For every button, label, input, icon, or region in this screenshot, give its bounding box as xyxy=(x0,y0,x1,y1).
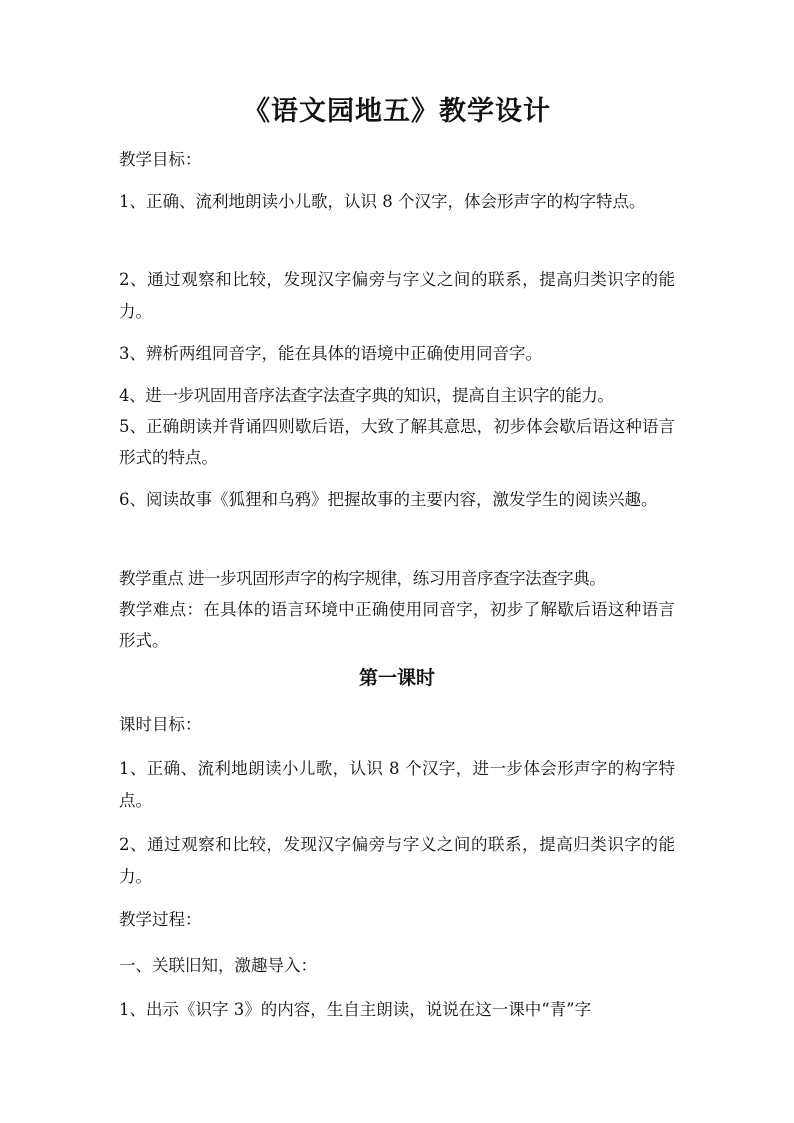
key-point: 教学重点 进一步巩固形声字的构字规律，练习用音序查字法查字典。 xyxy=(119,569,606,588)
goal-item-5: 5、正确朗读并背诵四则歇后语，大致了解其意思，初步体会歇后语这种语言形式的特点。 xyxy=(119,417,675,467)
process-heading: 教学过程： xyxy=(119,910,202,929)
lesson-goals-heading: 课时目标： xyxy=(119,715,202,734)
goal-item-4: 4、进一步巩固用音序法查字法查字典的知识，提高自主识字的能力。 xyxy=(119,386,614,405)
lesson-goal-item-2: 2、通过观察和比较，发现汉字偏旁与字义之间的联系，提高归类识字的能力。 xyxy=(119,835,675,886)
step1-item-1: 1、出示《识字 3》的内容，生自主朗读，说说在这一课中“青”字 xyxy=(119,1000,592,1019)
goals-heading: 教学目标： xyxy=(119,150,202,169)
document-title: 《语文园地五》教学设计 xyxy=(243,96,551,127)
goal-item-6: 6、阅读故事《狐狸和乌鸦》把握故事的主要内容，激发学生的阅读兴趣。 xyxy=(119,490,658,509)
lesson-heading: 第一课时 xyxy=(358,667,435,689)
lesson-goal-item-1: 1、正确、流利地朗读小儿歌，认识 8 个汉字，进一步体会形声字的构字特点。 xyxy=(119,759,675,810)
goal-item-3: 3、辨析两组同音字，能在具体的语境中正确使用同音字。 xyxy=(119,344,542,363)
goal-item-2: 2、通过观察和比较，发现汉字偏旁与字义之间的联系，提高归类识字的能力。 xyxy=(119,270,675,321)
difficult-point: 教学难点：在具体的语言环境中正确使用同音字，初步了解歇后语这种语言形式。 xyxy=(119,600,675,650)
goal-item-1: 1、正确、流利地朗读小儿歌，认识 8 个汉字，体会形声字的构字特点。 xyxy=(119,192,646,211)
step1-heading: 一、关联旧知，激趣导入： xyxy=(119,956,317,975)
